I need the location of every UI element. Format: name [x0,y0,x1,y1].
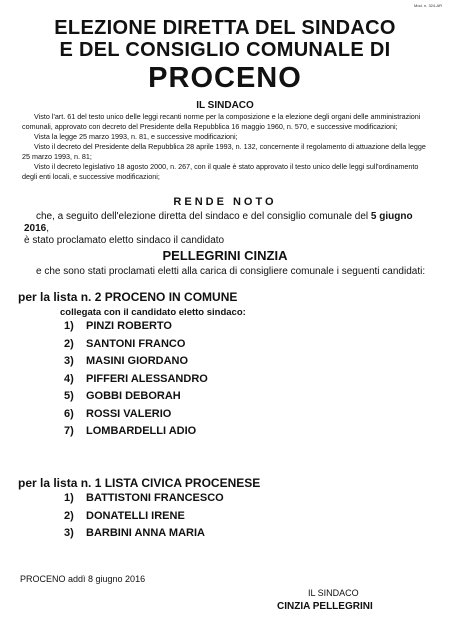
model-code: Mod. n. 324-AR [414,3,443,8]
list-1-header: per la lista n. 2 PROCENO IN COMUNE [18,290,238,304]
council-intro: e che sono stati proclamati eletti alla carica di consigliere comunale i seguenti candidati: [36,266,426,277]
candidate-name: MASINI GIORDANO [86,355,189,367]
legal-paragraph-3: Visto il decreto del Presidente della Repubblica 28 aprile 1993, n. 132, concernente il regolamento di attuazione della legge 25 marzo 1993, n. 81; [22,142,426,161]
legal-paragraph-4: Visto il decreto legislativo 18 agosto 2000, n. 267, con il quale è stato approvato il testo unico delle leggi sull'ordinamento degli enti locali, e successive modificazioni; [22,162,419,181]
list-2-candidates [64,492,224,545]
candidate-item: 5) GOBBI DEBORAH [64,390,181,402]
candidate-item: 3) BARBINI ANNA MARIA [64,527,205,539]
candidate-item: 1) PINZI ROBERTO [64,320,172,332]
candidate-name: ROSSI VALERIO [86,407,172,420]
elected-mayor-name: PELLEGRINI CINZIA [162,248,288,263]
announcement [24,211,434,247]
candidate-name: SANTONI FRANCO [86,337,186,350]
announcement-line-1: che, a seguito dell'elezione diretta del sindaco e del consiglio comunale del 5 giugno 2016, [24,211,413,234]
candidate-item: 3) MASINI GIORDANO [64,355,189,367]
candidate-name: BARBINI ANNA MARIA [86,527,205,539]
candidate-name: GOBBI DEBORAH [86,390,181,402]
list-2-header: per la lista n. 1 LISTA CIVICA PROCENESE [18,476,261,490]
candidate-name: BATTISTONI FRANCESCO [86,492,224,504]
legal-paragraph-2: Vista la legge 25 marzo 1993, n. 81, e successive modificazioni; [34,132,238,141]
title-line-2: E DEL CONSIGLIO COMUNALE DI [59,39,391,61]
candidate-name: PIFFERI ALESSANDRO [86,372,208,385]
list-1-candidates [64,320,208,443]
candidate-item: 6) ROSSI VALERIO [64,407,172,420]
il-sindaco-heading: IL SINDACO [196,100,254,111]
candidate-item: 2) DONATELLI IRENE [64,509,185,522]
list-1-subheader: collegata con il candidato eletto sindaco: [60,307,246,318]
candidate-name: PINZI ROBERTO [86,320,172,332]
title-line-1: ELEZIONE DIRETTA DEL SINDACO [54,17,396,39]
signature-name: CINZIA PELLEGRINI [277,601,373,612]
candidate-name: LOMBARDELLI ADIO [86,425,197,437]
signature-title: IL SINDACO [308,588,359,598]
election-date: 5 giugno 2016 [24,211,413,234]
candidate-item: 4) PIFFERI ALESSANDRO [64,372,208,385]
place-date: PROCENO addì 8 giugno 2016 [20,574,146,584]
legal-preamble [22,112,432,182]
legal-paragraph-1: Visto l'art. 61 del testo unico delle leggi recanti norme per la composizione e la elezione degli organi delle amministrazioni comunali, approvato con decreto del Presidente della Repubblica 16 maggio 1960, n. 570, e successive modificazioni; [22,112,421,131]
rende-noto-heading: RENDE NOTO [173,196,277,208]
candidate-name: DONATELLI IRENE [86,509,185,522]
candidate-item: 2) SANTONI FRANCO [64,337,186,350]
announcement-line-2: è stato proclamato eletto sindaco il candidato [24,235,225,246]
candidate-item: 1) BATTISTONI FRANCESCO [64,492,224,504]
comune-name: PROCENO [148,62,302,94]
candidate-item: 7) LOMBARDELLI ADIO [64,425,197,437]
